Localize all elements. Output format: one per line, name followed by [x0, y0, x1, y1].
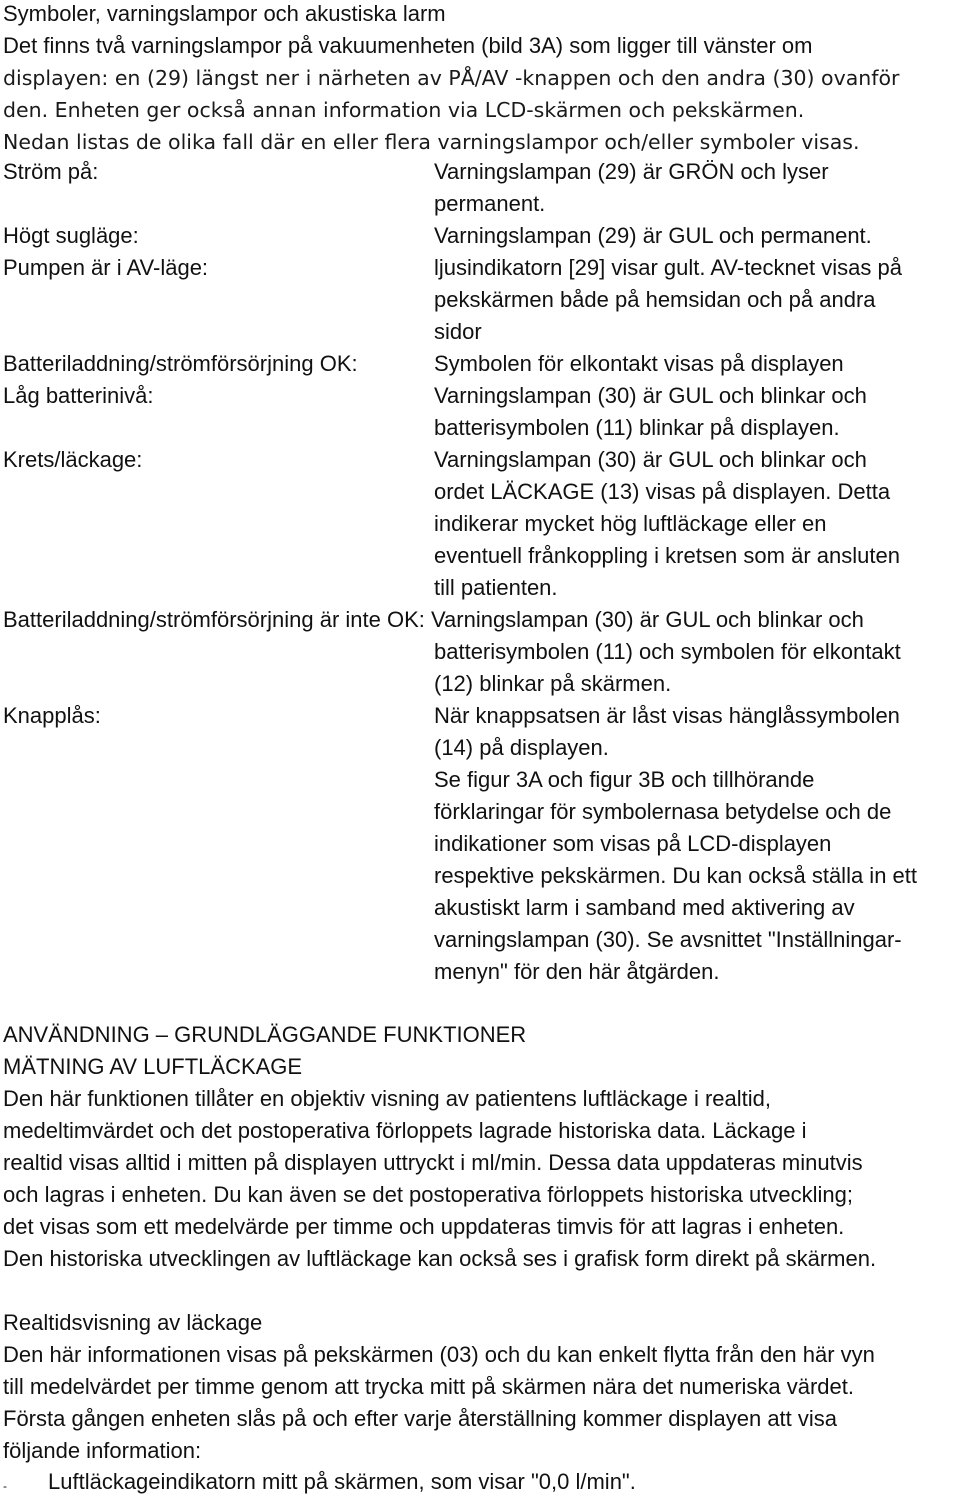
- definition-text: förklaringar för symbolernasa betydelse och de: [434, 799, 892, 824]
- bullet-marker: -: [3, 1479, 7, 1493]
- paragraph-line: Första gången enheten slås på och efter varje återställning kommer displayen att visa: [3, 1406, 838, 1431]
- definition-text: pekskärmen både på hemsidan och på andra: [434, 287, 876, 312]
- definition-text: När knappsatsen är låst visas hänglåssymbolen: [434, 703, 900, 728]
- paragraph-line: Nedan listas de olika fall där en eller flera varningslampor och/eller symboler visas.: [3, 130, 860, 154]
- definition-label: Batteriladdning/strömförsörjning OK:: [3, 351, 358, 376]
- definition-text: Varningslampan (29) är GUL och permanent.: [434, 223, 872, 248]
- definition-label: Batteriladdning/strömförsörjning är inte OK: Varningslampan (30) är GUL och blinkar och: [3, 607, 864, 632]
- bullet-item: Luftläckageindikatorn mitt på skärmen, som visar "0,0 l/min".: [48, 1469, 636, 1494]
- paragraph-line: Det finns två varningslampor på vakuumenheten (bild 3A) som ligger till vänster om: [3, 33, 813, 58]
- definition-text: ljusindikatorn [29] visar gult. AV-tecknet visas på: [434, 255, 902, 280]
- definition-text: indikationer som visas på LCD-displayen: [434, 831, 832, 856]
- definition-text: batterisymbolen (11) och symbolen för elkontakt: [434, 639, 901, 664]
- paragraph-line: medeltimvärdet och det postoperativa förloppets lagrade historiska data. Läckage i: [3, 1118, 807, 1143]
- definition-text: (14) på displayen.: [434, 735, 609, 760]
- definition-text: respektive pekskärmen. Du kan också ställa in ett: [434, 863, 918, 888]
- definition-text: Symbolen för elkontakt visas på displayen: [434, 351, 844, 376]
- paragraph-line: den. Enheten ger också annan information via LCD-skärmen och pekskärmen.: [3, 98, 805, 122]
- paragraph-line: följande information:: [3, 1438, 202, 1463]
- definition-text: (12) blinkar på skärmen.: [434, 671, 672, 696]
- paragraph-line: displayen: en (29) längst ner i närheten av PÅ/AV -knappen och den andra (30) ovanför: [3, 66, 900, 90]
- definition-label: Krets/läckage:: [3, 447, 143, 472]
- definition-text: batterisymbolen (11) blinkar på displayen.: [434, 415, 840, 440]
- definition-text: Varningslampan (30) är GUL och blinkar och: [434, 447, 867, 472]
- definition-label: Pumpen är i AV-läge:: [3, 255, 209, 280]
- definition-text: eventuell frånkoppling i kretsen som är ansluten: [434, 543, 900, 568]
- paragraph-line: det visas som ett medelvärde per timme och uppdateras timvis för att lagras i enheten.: [3, 1214, 845, 1239]
- paragraph-line: till medelvärdet per timme genom att trycka mitt på skärmen nära det numeriska värdet.: [3, 1374, 855, 1399]
- section-title: ANVÄNDNING – GRUNDLÄGGANDE FUNKTIONER: [3, 1022, 527, 1047]
- definition-text: Varningslampan (30) är GUL och blinkar och: [434, 383, 867, 408]
- paragraph-line: Den här funktionen tillåter en objektiv visning av patientens luftläckage i realtid,: [3, 1086, 772, 1111]
- section-subtitle: MÄTNING AV LUFTLÄCKAGE: [3, 1054, 303, 1079]
- definition-text: varningslampan (30). Se avsnittet "Inställningar-: [434, 927, 902, 952]
- definition-text: menyn" för den här åtgärden.: [434, 959, 720, 984]
- definition-text: Varningslampan (29) är GRÖN och lyser: [434, 159, 829, 184]
- paragraph-line: Den historiska utvecklingen av luftläckage kan också ses i grafisk form direkt på skärmen.: [3, 1246, 877, 1271]
- paragraph-line: Den här informationen visas på pekskärmen (03) och du kan enkelt flytta från den här vyn: [3, 1342, 875, 1367]
- section-heading: Symboler, varningslampor och akustiska larm: [3, 1, 446, 26]
- definition-label: Låg batterinivå:: [3, 383, 154, 408]
- definition-text: till patienten.: [434, 575, 558, 600]
- definition-label: Ström på:: [3, 159, 99, 184]
- paragraph-line: och lagras i enheten. Du kan även se det postoperativa förloppets historiska utveckling;: [3, 1182, 853, 1207]
- definition-text: indikerar mycket hög luftläckage eller en: [434, 511, 827, 536]
- definition-text: Se figur 3A och figur 3B och tillhörande: [434, 767, 815, 792]
- definition-text: ordet LÄCKAGE (13) visas på displayen. Detta: [434, 479, 891, 504]
- subsection-heading: Realtidsvisning av läckage: [3, 1310, 263, 1335]
- paragraph-line: realtid visas alltid i mitten på displayen uttryckt i ml/min. Dessa data uppdateras minutvis: [3, 1150, 863, 1175]
- definition-label: Knapplås:: [3, 703, 101, 728]
- definition-text: sidor: [434, 319, 482, 344]
- definition-text: akustiskt larm i samband med aktivering av: [434, 895, 855, 920]
- definition-label: Högt sugläge:: [3, 223, 139, 248]
- definition-text: permanent.: [434, 191, 546, 216]
